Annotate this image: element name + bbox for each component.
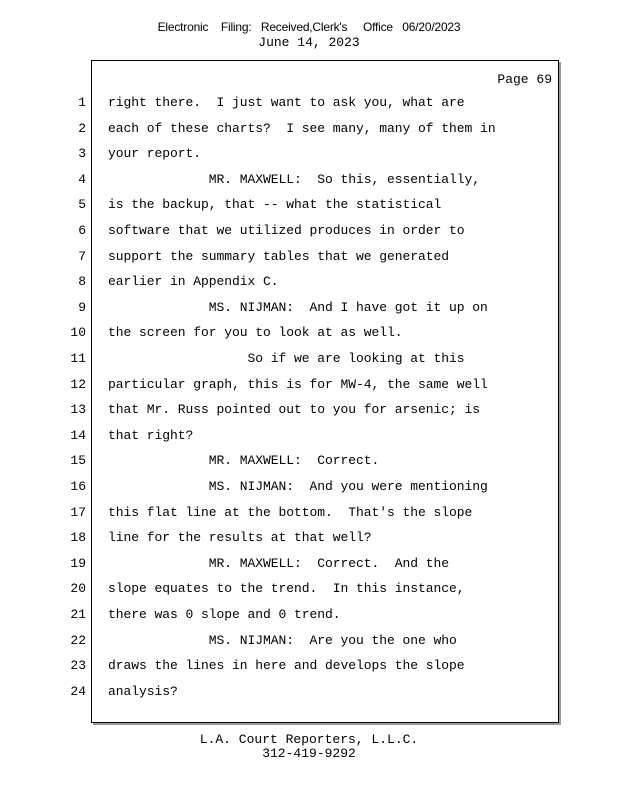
- line-text: that right?: [108, 428, 194, 443]
- transcript-date: June 14, 2023: [258, 35, 360, 50]
- footer-company: L.A. Court Reporters, L.L.C.: [199, 732, 419, 747]
- line-number: 22: [70, 633, 86, 648]
- line-text: MR. MAXWELL: So this, essentially,: [108, 172, 481, 187]
- line-text: draws the lines in here and develops the slope: [108, 658, 465, 673]
- line-text: MR. MAXWELL: Correct. And the: [108, 556, 450, 571]
- line-text: the screen for you to look at as well.: [108, 325, 403, 340]
- line-text: your report.: [108, 146, 202, 161]
- line-number: 24: [70, 684, 86, 699]
- line-text: support the summary tables that we generated: [108, 249, 450, 264]
- line-number: 8: [78, 274, 86, 289]
- line-text: is the backup, that -- what the statistical: [108, 197, 442, 212]
- line-number: 12: [70, 377, 86, 392]
- line-text: So if we are looking at this: [108, 351, 465, 366]
- line-number: 11: [70, 351, 86, 366]
- line-text: MS. NIJMAN: Are you the one who: [108, 633, 457, 648]
- line-number: 19: [70, 556, 86, 571]
- line-number: 2: [78, 121, 86, 136]
- line-text: MS. NIJMAN: And I have got it up on: [108, 300, 488, 315]
- filing-stamp: Electronic Filing: Received,Clerk's Office 06/20/2023: [157, 20, 461, 34]
- line-number: 23: [70, 658, 86, 673]
- line-text: slope equates to the trend. In this instance,: [108, 581, 465, 596]
- line-text: there was 0 slope and 0 trend.: [108, 607, 341, 622]
- line-text: MS. NIJMAN: And you were mentioning: [108, 479, 488, 494]
- line-number: 17: [70, 505, 86, 520]
- line-text: that Mr. Russ pointed out to you for arsenic; is: [108, 402, 481, 417]
- line-number: 16: [70, 479, 86, 494]
- line-number: 10: [70, 325, 86, 340]
- line-text: analysis?: [108, 684, 178, 699]
- line-number: 20: [70, 581, 86, 596]
- line-number: 9: [78, 300, 86, 315]
- line-number: 1: [78, 95, 86, 110]
- line-text: particular graph, this is for MW-4, the same well: [108, 377, 488, 392]
- page-number: Page 69: [497, 72, 552, 87]
- line-number: 6: [78, 223, 86, 238]
- line-number: 14: [70, 428, 86, 443]
- line-number: 21: [70, 607, 86, 622]
- line-text: line for the results at that well?: [108, 530, 372, 545]
- line-number: 15: [70, 453, 86, 468]
- line-text: MR. MAXWELL: Correct.: [108, 453, 380, 468]
- line-number: 7: [78, 249, 86, 264]
- line-text: this flat line at the bottom. That's the slope: [108, 505, 473, 520]
- line-text: each of these charts? I see many, many of them in: [108, 121, 496, 136]
- line-number: 13: [70, 402, 86, 417]
- line-text: right there. I just want to ask you, what are: [108, 95, 465, 110]
- line-number: 5: [78, 197, 86, 212]
- line-text: software that we utilized produces in order to: [108, 223, 465, 238]
- line-text: earlier in Appendix C.: [108, 274, 279, 289]
- line-number: 18: [70, 530, 86, 545]
- line-number: 3: [78, 146, 86, 161]
- footer-phone: 312-419-9292: [262, 746, 356, 761]
- line-number: 4: [78, 172, 86, 187]
